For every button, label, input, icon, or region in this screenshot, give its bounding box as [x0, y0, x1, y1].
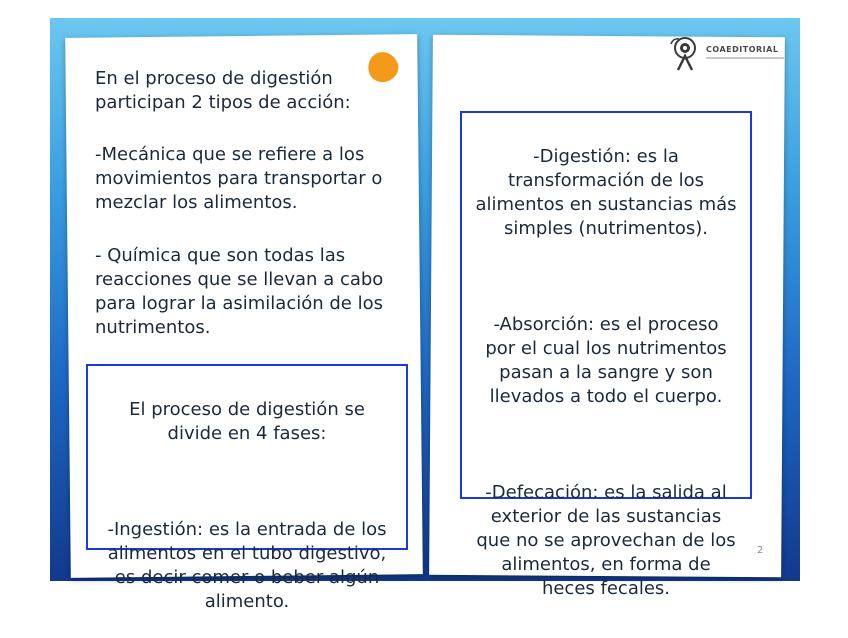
ingestion-text: -Ingestión: es la entrada de los alimentos en el tubo digestivo, es decir comer o beber algún alimento.	[107, 519, 387, 612]
defecacion-text: -Defecación: es la salida al exterior de las sustancias que no se aprovechan de los alimentos, en forma de heces fecales.	[476, 482, 736, 599]
page-number: 2	[757, 545, 764, 556]
digestion-text: -Digestión: es la transformación de los alimentos en sustancias más simples (nutrimentos).	[475, 146, 737, 239]
absorcion-text: -Absorción: es el proceso por el cual los nutrimentos pasan a la sangre y son llevados a todo el cuerpo.	[485, 314, 727, 407]
phases-box-left	[86, 364, 408, 612]
phases-title: El proceso de digestión se divide en 4 fases:	[129, 399, 365, 444]
intro-text: En el proceso de digestión participan 2 tipos de acción:	[95, 68, 351, 113]
logo-text: COAEDITORIAL	[706, 45, 779, 54]
quimica-text: - Química que son todas las reacciones que se llevan a cabo para lograr la asimilación de los nutrimentos.	[95, 245, 384, 338]
mecanica-text: -Mecánica que se refiere a los movimientos para transportar o mezclar los alimentos.	[95, 144, 383, 213]
phases-box-right	[460, 111, 752, 599]
coa-editorial-logo-icon	[663, 36, 787, 74]
logo-tagline-line	[706, 57, 784, 59]
